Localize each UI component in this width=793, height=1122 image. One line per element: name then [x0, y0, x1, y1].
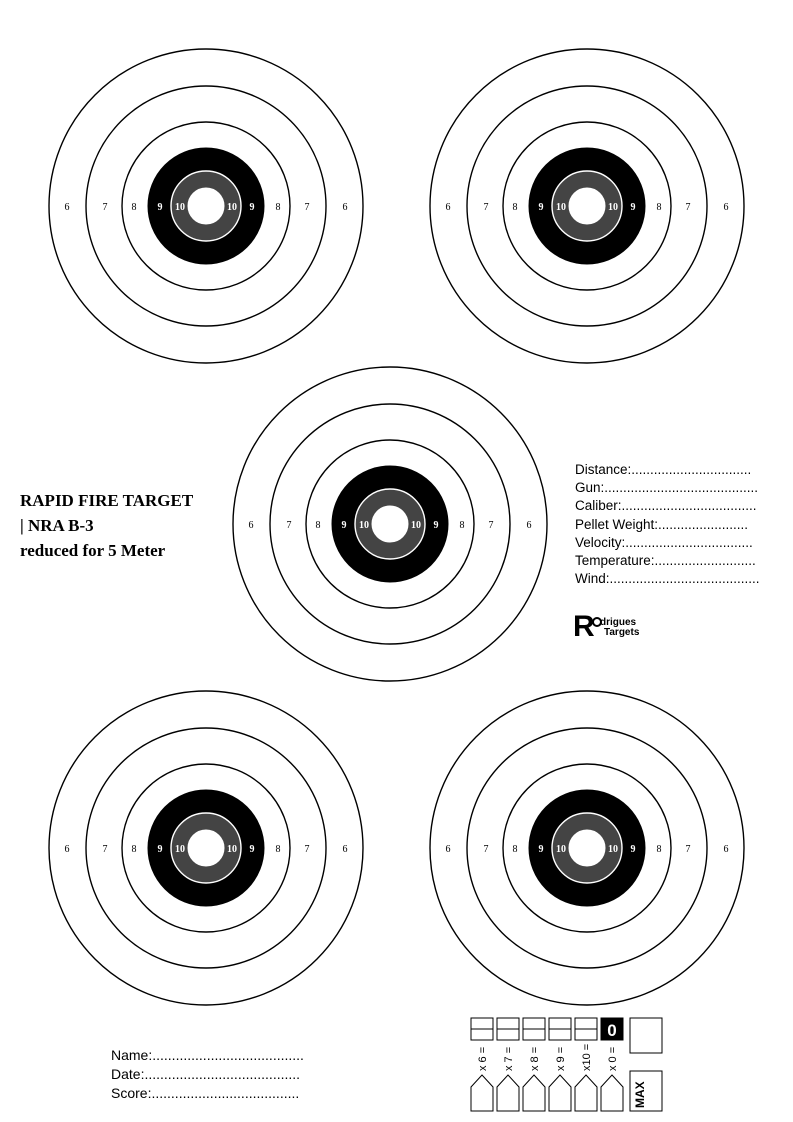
target-bottom-left — [48, 690, 364, 1006]
ring-label-6: 6 — [723, 202, 729, 213]
multiplier-label: x 9 = — [555, 1046, 567, 1071]
score-column — [497, 1018, 519, 1111]
title-line-2: | NRA B-3 — [20, 516, 94, 535]
subtotal-box[interactable] — [523, 1075, 545, 1111]
multiplier-label: x 6 = — [477, 1046, 489, 1071]
ring-label-7: 7 — [483, 844, 489, 855]
multiplier-label: x 7 = — [503, 1046, 515, 1071]
ring-label-9: 9 — [249, 844, 255, 855]
ring-label-8: 8 — [656, 202, 662, 213]
velocity-field[interactable]: Velocity:.................................. — [575, 534, 753, 550]
ring-label-6: 6 — [445, 844, 451, 855]
total-box[interactable] — [630, 1018, 662, 1053]
subtotal-box[interactable] — [601, 1075, 623, 1111]
score-column — [523, 1018, 545, 1111]
ring-label-8: 8 — [512, 202, 518, 213]
score-column — [575, 1018, 597, 1111]
ring-label-10: 10 — [556, 202, 566, 213]
logo-letter: R — [573, 610, 595, 643]
ring-label-9: 9 — [341, 520, 347, 531]
shooter-fields — [111, 1046, 304, 1103]
ring-label-9: 9 — [433, 520, 439, 531]
gun-field[interactable]: Gun:......................................... — [575, 480, 759, 496]
ring-label-6: 6 — [445, 202, 451, 213]
ring-label-10: 10 — [608, 202, 618, 213]
multiplier-label: x 8 = — [529, 1046, 541, 1071]
ring-label-9: 9 — [249, 202, 255, 213]
ring-label-7: 7 — [102, 844, 108, 855]
distance-field[interactable]: Distance:................................ — [575, 462, 752, 477]
target-title — [20, 488, 193, 564]
ring-label-8: 8 — [131, 844, 137, 855]
ring-label-10: 10 — [411, 520, 421, 531]
shot-info-fields — [575, 461, 760, 588]
ring-label-6: 6 — [248, 520, 254, 531]
ring-label-10: 10 — [608, 844, 618, 855]
subtotal-box[interactable] — [549, 1075, 571, 1111]
zero-label: 0 — [607, 1021, 617, 1040]
score-column — [549, 1018, 571, 1111]
ring-label-8: 8 — [131, 202, 137, 213]
target-bottom-right — [429, 690, 745, 1006]
ring-label-9: 9 — [157, 202, 163, 213]
ring-label-6: 6 — [342, 202, 348, 213]
ring-label-7: 7 — [685, 844, 691, 855]
ring-label-10: 10 — [359, 520, 369, 531]
x-ring — [188, 188, 224, 224]
ring-label-7: 7 — [304, 202, 310, 213]
ring-label-10: 10 — [175, 844, 185, 855]
ring-label-7: 7 — [483, 202, 489, 213]
ring-label-6: 6 — [342, 844, 348, 855]
multiplier-label: x10 = — [581, 1043, 593, 1071]
name-field[interactable]: Name:....................................... — [111, 1047, 304, 1063]
ring-label-9: 9 — [538, 844, 544, 855]
ring-label-9: 9 — [538, 202, 544, 213]
logo-line-2: Targets — [604, 627, 640, 638]
title-line-1: RAPID FIRE TARGET — [20, 491, 194, 510]
ring-label-9: 9 — [630, 202, 636, 213]
ring-label-8: 8 — [512, 844, 518, 855]
ring-label-10: 10 — [556, 844, 566, 855]
ring-label-7: 7 — [286, 520, 292, 531]
ring-label-10: 10 — [175, 202, 185, 213]
target-top-left — [48, 48, 364, 364]
multiplier-label: x 0 = — [607, 1046, 619, 1071]
x-ring — [372, 506, 408, 542]
score-field[interactable]: Score:...................................... — [111, 1085, 300, 1101]
subtotal-box[interactable] — [471, 1075, 493, 1111]
date-field[interactable]: Date:........................................ — [111, 1066, 301, 1082]
score-column — [471, 1018, 493, 1111]
ring-label-6: 6 — [64, 202, 70, 213]
ring-label-10: 10 — [227, 202, 237, 213]
ring-label-9: 9 — [630, 844, 636, 855]
rodrigues-targets-logo — [573, 610, 653, 644]
temperature-field[interactable]: Temperature:........................... — [575, 553, 756, 569]
x-ring — [569, 188, 605, 224]
ring-label-6: 6 — [723, 844, 729, 855]
x-ring — [188, 830, 224, 866]
target-top-right — [429, 48, 745, 364]
ring-label-7: 7 — [304, 844, 310, 855]
logo-line-1: drigues — [600, 617, 637, 628]
wind-field[interactable]: Wind:........................................ — [575, 571, 760, 587]
score-sheet — [468, 1015, 668, 1115]
ring-label-8: 8 — [315, 520, 321, 531]
ring-label-7: 7 — [102, 202, 108, 213]
ring-label-7: 7 — [488, 520, 494, 531]
ring-label-8: 8 — [656, 844, 662, 855]
ring-label-8: 8 — [275, 844, 281, 855]
ring-label-6: 6 — [526, 520, 532, 531]
ring-label-8: 8 — [275, 202, 281, 213]
title-line-3: reduced for 5 Meter — [20, 541, 166, 560]
x-ring — [569, 830, 605, 866]
ring-label-10: 10 — [227, 844, 237, 855]
ring-label-6: 6 — [64, 844, 70, 855]
subtotal-box[interactable] — [575, 1075, 597, 1111]
pellet-weight-field[interactable]: Pellet Weight:........................ — [575, 516, 749, 532]
ring-label-8: 8 — [459, 520, 465, 531]
target-center — [232, 366, 548, 682]
max-label: MAX — [633, 1081, 647, 1108]
ring-label-9: 9 — [157, 844, 163, 855]
ring-label-7: 7 — [685, 202, 691, 213]
caliber-field[interactable]: Caliber:.................................... — [575, 498, 757, 514]
score-column — [601, 1018, 623, 1111]
subtotal-box[interactable] — [497, 1075, 519, 1111]
